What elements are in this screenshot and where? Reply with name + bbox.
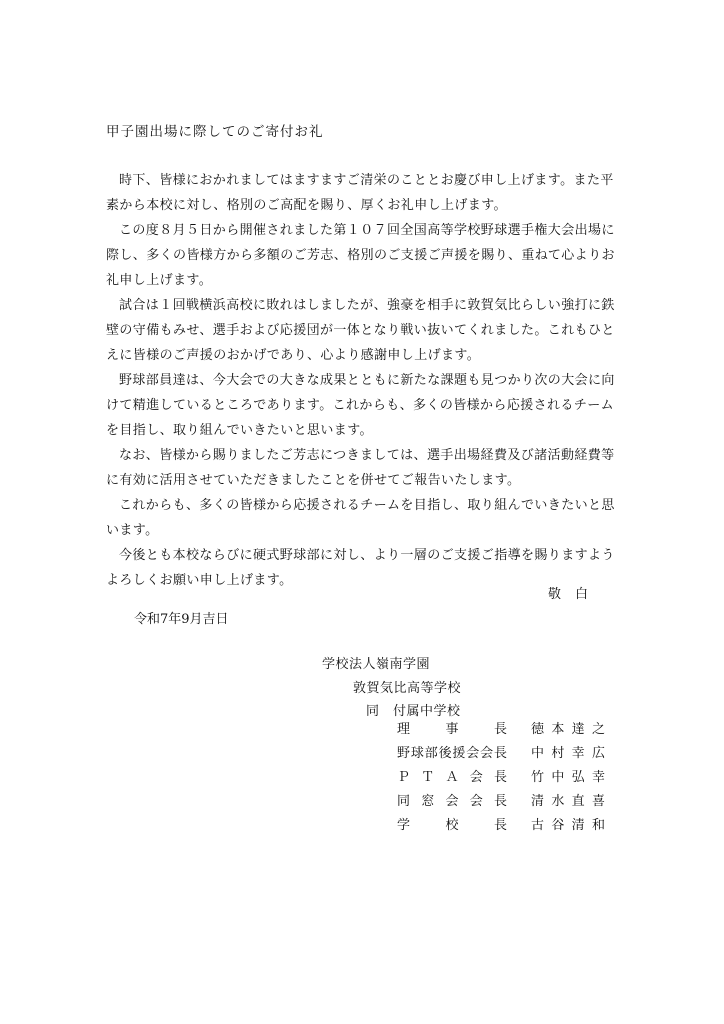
signatory-title: 野球部後援会会長 [397,746,507,761]
signatory-name: 中村幸広 [531,746,605,761]
signatory-row [397,814,605,838]
signatory-title: 学校長 [397,818,507,833]
signatory-row [397,742,605,766]
letter-date: 令和7年9月吉日 [134,612,229,627]
paragraph-team-future: 野球部員達は、今大会での大きな成果とともに新たな課題も見つかり次の大会に向けて精進しているところであります。これからも、多くの皆様から応援されるチームを目指し、取り組んでいきたいと思います。 [106,373,615,438]
signatory-title: ＰＴＡ会長 [397,770,507,785]
paragraph-donation-use: なお、皆様から賜りましたご芳志につきましては、選手出場経費及び諸活動経費等に有効に活用させていただきましたことを併せてご報告いたします。 [106,448,615,488]
closing-phrase: 敬白 [548,587,603,602]
paragraph-match-report: 試合は１回戦横浜高校に敗れはしましたが、強豪を相手に敦賀気比らしい強打に鉄壁の守備もみせ、選手および応援団が一体となり戦い抜いてくれました。これもひとえに皆様のご声援のおかげであり、心より感謝申し上げます。 [106,298,615,363]
paragraph-goal: これからも、多くの皆様から応援されるチームを目指し、取り組んでいきたいと思います。 [106,498,615,538]
letter-body [106,168,626,593]
paragraph-request: 今後とも本校ならびに硬式野球部に対し、より一層のご支援ご指導を賜りますようよろしくお願い申し上げます。 [106,548,615,588]
school-name: 敦賀気比高等学校 [353,681,462,696]
signatory-title: 理事長 [397,722,507,737]
letter-title: 甲子園出場に際してのご寄付お礼 [106,124,324,140]
signatory-row [397,766,605,790]
signatory-name: 清水直喜 [531,794,605,809]
signatory-name: 徳本達之 [531,722,605,737]
organization-name: 学校法人嶺南学園 [322,657,431,672]
paragraph-thanks: この度８月５日から開催されました第１０７回全国高等学校野球選手権大会出場に際し、多くの皆様方から多額のご芳志、格別のご支援ご声援を賜り、重ねて心よりお礼申し上げます。 [106,223,615,288]
paragraph-greeting: 時下、皆様におかれましてはますますご清栄のこととお慶び申し上げます。また平素から本校に対し、格別のご高配を賜り、厚くお礼申し上げます。 [106,173,614,213]
signatory-row [397,790,605,814]
signatory-name: 竹中弘幸 [531,770,605,785]
affiliate-school-name: 同 付属中学校 [366,704,461,719]
signatory-list [397,718,605,838]
signatory-name: 古谷清和 [531,818,605,833]
signatory-row [397,718,605,742]
signatory-title: 同窓会会長 [397,794,507,809]
